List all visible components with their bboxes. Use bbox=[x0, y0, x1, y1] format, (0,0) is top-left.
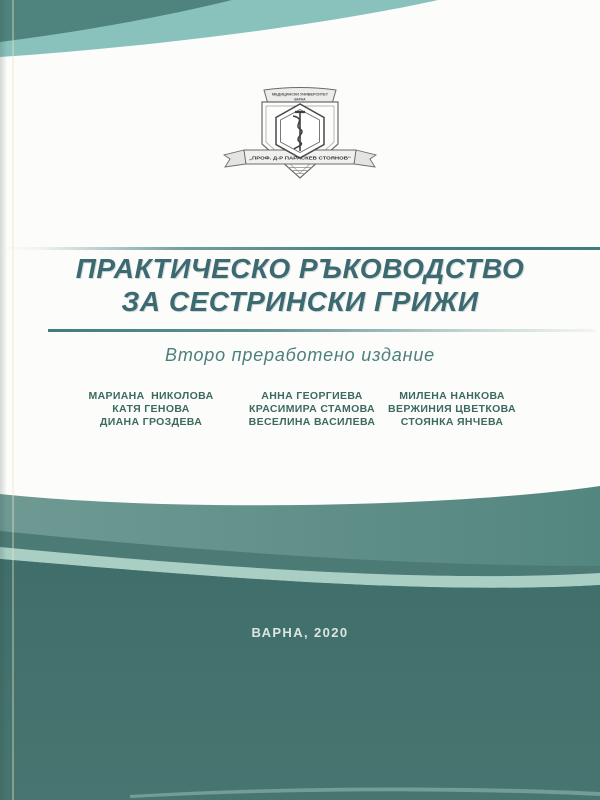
university-emblem bbox=[218, 84, 382, 198]
authors-list bbox=[0, 390, 600, 436]
book-title bbox=[0, 252, 600, 318]
author-name: ВЕСЕЛИНА ВАСИЛЕВА bbox=[248, 416, 376, 428]
author-name: КРАСИМИРА СТАМОВА bbox=[249, 403, 375, 415]
title-line-1: ПРАКТИЧЕСКО РЪКОВОДСТВО bbox=[75, 253, 525, 284]
author-name: МАРИАНА НИКОЛОВА bbox=[88, 390, 214, 402]
emblem-banner-text: „ПРОФ. Д-Р ПАРАСКЕВ СТОЯНОВ“ bbox=[249, 156, 332, 162]
bottom-dark-wave bbox=[0, 559, 600, 800]
author-name: АННА ГЕОРГИЕВА bbox=[261, 390, 363, 402]
author-name: МИЛЕНА НАНКОВА bbox=[399, 390, 505, 402]
spine-crease bbox=[12, 0, 14, 800]
emblem-institution-line1: МЕДИЦИНСКИ УНИВЕРСИТЕТ bbox=[272, 92, 330, 97]
edition-subtitle: Второ преработено издание bbox=[165, 345, 435, 365]
author-name: ДИАНА ГРОЗДЕВА bbox=[99, 416, 203, 428]
title-rule-bottom bbox=[48, 329, 596, 332]
author-name: ВЕРЖИНИЯ ЦВЕТКОВА bbox=[388, 403, 516, 415]
emblem-institution-line2: ВАРНА bbox=[294, 97, 306, 102]
spine-shadow bbox=[0, 0, 7, 800]
authors-column-3 bbox=[342, 390, 562, 429]
author-name: КАТЯ ГЕНОВА bbox=[112, 403, 190, 415]
author-name: СТОЯНКА ЯНЧЕВА bbox=[400, 416, 504, 428]
title-line-2: ЗА СЕСТРИНСКИ ГРИЖИ bbox=[121, 286, 479, 317]
imprint: ВАРНА, 2020 bbox=[251, 625, 349, 640]
title-rule-top bbox=[0, 247, 600, 250]
